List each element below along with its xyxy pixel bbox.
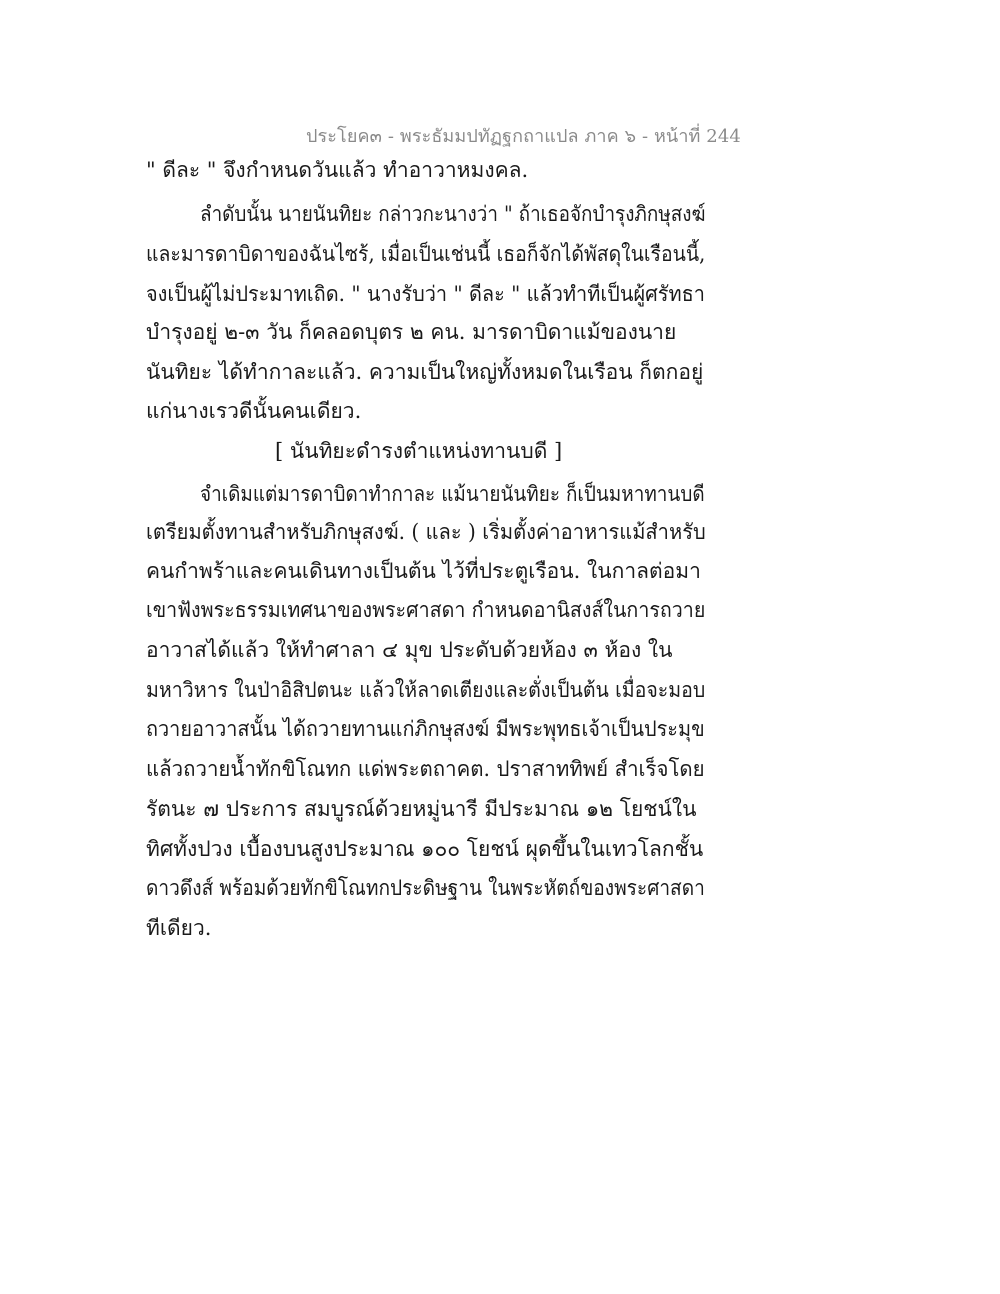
running-header: ประโยค๓ - พระธัมมปทัฏฐกถาแปล ภาค ๖ - หน้าที่ 244 [306, 126, 741, 147]
text-line: บำรุงอยู่ ๒-๓ วัน ก็คลอดบุตร ๒ คน. มารดาบิดาแม้ของนาย [146, 320, 677, 344]
text-line: แก่นางเรวดีนั้นคนเดียว. [146, 399, 362, 423]
text-line: แล้วถวายน้ำทักขิโณทก แด่พระตถาคต. ปราสาททิพย์ สำเร็จโดย [146, 757, 705, 781]
text-line: มหาวิหาร ในป่าอิสิปตนะ แล้วให้ลาดเตียงและตั่งเป็นต้น เมื่อจะมอบ [146, 678, 706, 702]
text-line: คนกำพร้าและคนเดินทางเป็นต้น ไว้ที่ประตูเรือน. ในกาลต่อมา [146, 559, 701, 583]
text-line: และมารดาบิดาของฉันไซร้, เมื่อเป็นเช่นนี้ เธอก็จักได้พัสดุในเรือนนี้, [146, 242, 706, 266]
text-line: เตรียมตั้งทานสำหรับภิกษุสงฆ์. ( และ ) เริ่มตั้งค่าอาหารแม้สำหรับ [146, 520, 706, 544]
text-line: ทีเดียว. [146, 916, 212, 940]
text-line: ดาวดึงส์ พร้อมด้วยทักขิโณทกประดิษฐาน ในพระหัตถ์ของพระศาสดา [146, 876, 705, 900]
text-line: อาวาสได้แล้ว ให้ทำศาลา ๔ มุข ประดับด้วยห้อง ๓ ห้อง ใน [146, 638, 673, 662]
text-line: ถวายอาวาสนั้น ได้ถวายทานแก่ภิกษุสงฆ์ มีพระพุทธเจ้าเป็นประมุข [146, 717, 705, 741]
paragraph-start-line: ลำดับนั้น นายนันทิยะ กล่าวกะนางว่า " ถ้าเธอจักบำรุงภิกษุสงฆ์ [200, 202, 706, 226]
text-line: จงเป็นผู้ไม่ประมาทเถิด. " นางรับว่า " ดีละ " แล้วทำทีเป็นผู้ศรัทธา [146, 282, 705, 306]
paragraph-start-line: จำเดิมแต่มารดาบิดาทำกาละ แม้นายนันทิยะ ก็เป็นมหาทานบดี [200, 482, 705, 506]
text-line: รัตนะ ๗ ประการ สมบูรณ์ด้วยหมู่นารี มีประมาณ ๑๒ โยชน์ใน [146, 797, 697, 821]
text-line: นันทิยะ ได้ทำกาละแล้ว. ความเป็นใหญ่ทั้งหมดในเรือน ก็ตกอยู่ [146, 360, 704, 384]
text-line: ทิศทั้งปวง เบื้องบนสูงประมาณ ๑๐๐ โยชน์ ผุดขึ้นในเทวโลกชั้น [146, 837, 704, 861]
text-line: เขาฟังพระธรรมเทศนาของพระศาสดา กำหนดอานิสงส์ในการถวาย [146, 598, 706, 622]
text-line: " ดีละ " จึงกำหนดวันแล้ว ทำอาวาหมงคล. [146, 158, 529, 182]
section-heading: [ นันทิยะดำรงตำแหน่งทานบดี ] [275, 439, 563, 463]
